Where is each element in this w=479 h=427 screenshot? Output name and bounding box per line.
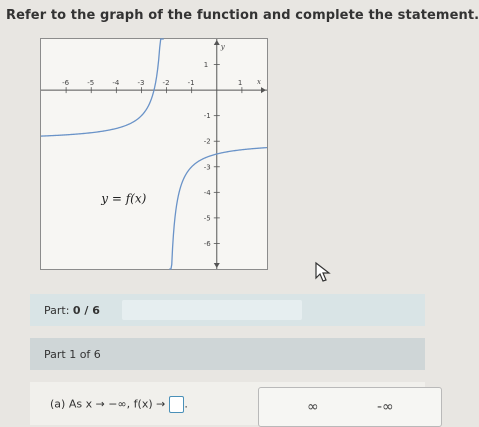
y-tick-label: -2 (203, 137, 211, 146)
question-text: (a) As x → −∞, f(x) → . (50, 396, 188, 413)
progress-value: 0 / 6 (72, 304, 100, 317)
graph-plot (41, 39, 267, 269)
question-row (30, 382, 425, 425)
function-graph (40, 38, 268, 270)
y-tick-label: -5 (203, 214, 211, 223)
function-label: y = f(x) (101, 191, 147, 206)
x-tick-label: -1 (187, 79, 195, 88)
progress-label: Part: 0 / 6 (44, 304, 100, 317)
x-axis-label: x (257, 78, 261, 87)
y-tick-label: -3 (203, 163, 211, 172)
negative-infinity-button[interactable]: -∞ (377, 399, 394, 415)
x-axis-arrow (261, 87, 266, 93)
part-header (30, 338, 425, 370)
x-tick-label: 1 (237, 79, 243, 88)
answer-palette (258, 387, 442, 427)
x-tick-label: -4 (112, 79, 120, 88)
y-tick-label: -1 (203, 112, 211, 121)
y-axis-arrow-down (214, 263, 220, 268)
question-prompt: Refer to the graph of the function and complete the statement. (6, 8, 479, 23)
progress-track (122, 300, 302, 320)
part-title: Part 1 of 6 (44, 348, 101, 361)
x-tick-label: -5 (87, 79, 95, 88)
infinity-button[interactable]: ∞ (307, 399, 319, 415)
y-axis-arrow (214, 40, 220, 45)
mouse-pointer-icon (314, 261, 332, 283)
y-tick-label: 1 (203, 61, 209, 70)
left-branch-curve (41, 39, 164, 136)
right-branch-curve (169, 148, 267, 269)
progress-bar (30, 294, 425, 326)
x-tick-label: -6 (62, 79, 70, 88)
y-tick-label: -4 (203, 188, 211, 197)
y-tick-label: -6 (203, 239, 211, 248)
y-axis-label: y (220, 43, 225, 51)
x-tick-label: -2 (162, 79, 170, 88)
x-tick-label: -3 (137, 79, 145, 88)
answer-input[interactable] (169, 396, 184, 413)
